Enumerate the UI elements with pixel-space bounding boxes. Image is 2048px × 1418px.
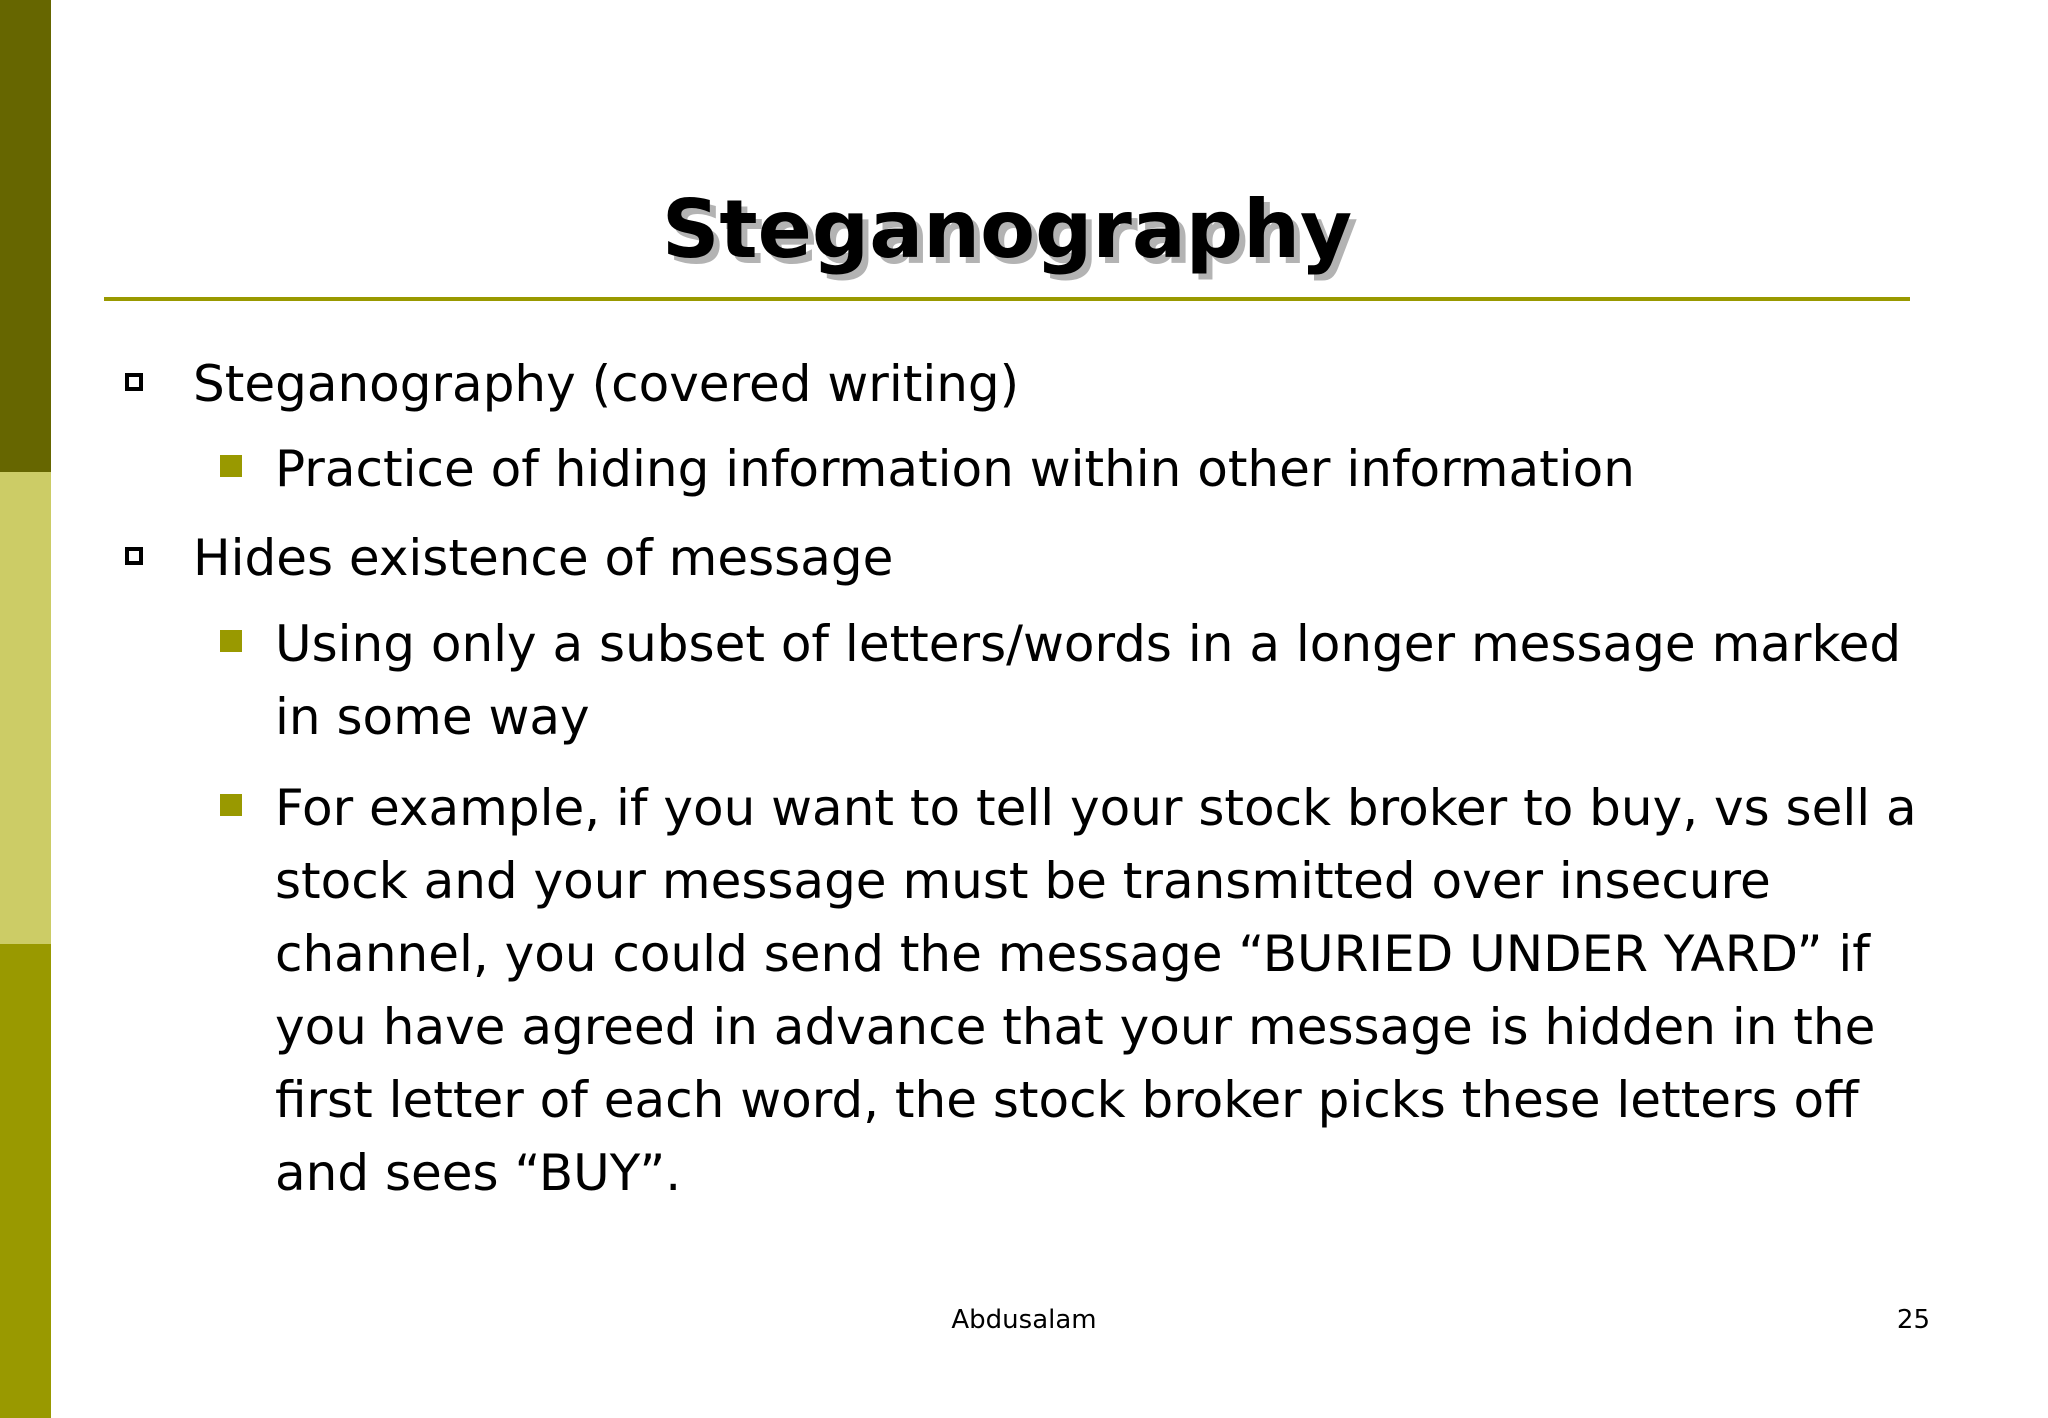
sub-bullet-text: Using only a subset of letters/words in a longer message marked in some way [275,615,1902,746]
page-number: 25 [1896,1305,1930,1335]
footer-author: Abdusalam [951,1305,1097,1335]
side-bar-segment-olive [0,944,51,1418]
hollow-square-bullet-icon [125,373,143,391]
bullet-text: Hides existence of message [193,529,894,587]
slide-title: Steganography [661,183,1353,276]
filled-square-bullet-icon [220,455,242,477]
sub-bullet-text: Practice of hiding information within other information [275,440,1635,498]
bullet-text: Steganography (covered writing) [193,355,1020,413]
side-bar-segment-light [0,472,51,944]
side-accent-bar [0,0,51,1418]
filled-square-bullet-icon [220,794,242,816]
sub-bullet-text: For example, if you want to tell your stock broker to buy, vs sell a stock and your message must be transmitted over insecure channel, you could send the message “BURIED UNDER YARD” if you have agreed in advance that your message is hidden in the first letter of each word, the stock broker picks these letters off and sees “BUY”. [275,779,1917,1202]
side-bar-segment-dark [0,0,51,472]
title-divider [104,297,1910,301]
filled-square-bullet-icon [220,630,242,652]
hollow-square-bullet-icon [125,547,143,565]
